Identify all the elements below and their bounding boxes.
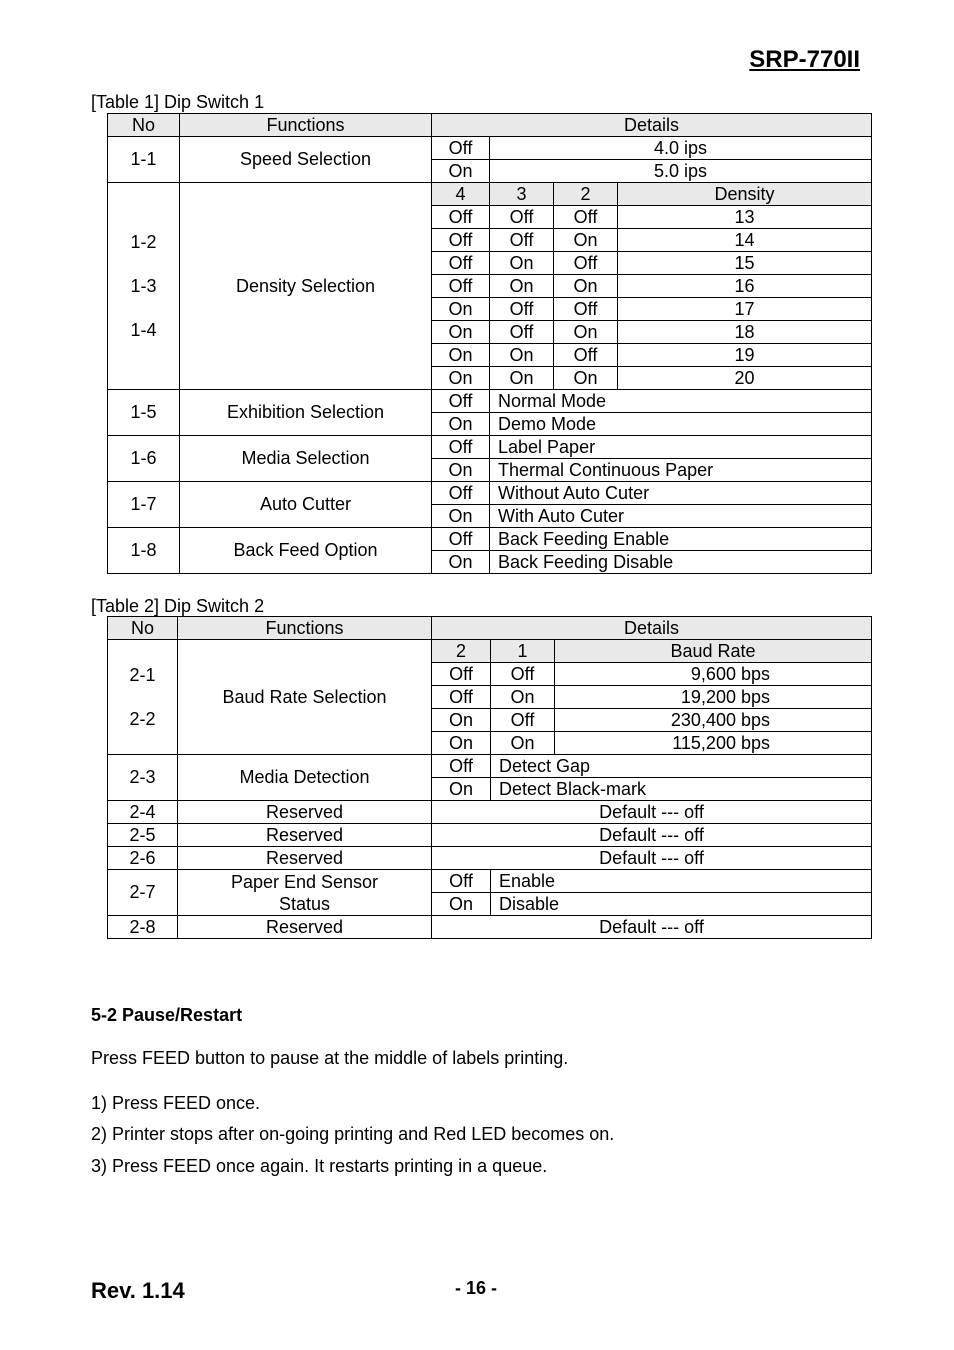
setting-value: Default --- off	[432, 824, 872, 847]
function-name: Reserved	[178, 801, 432, 824]
function-line: Status	[278, 893, 331, 914]
switch-no: 1-6	[108, 436, 180, 482]
setting-value: Disable	[491, 893, 872, 916]
switch-state: Off	[432, 755, 491, 778]
table2-caption: [Table 2] Dip Switch 2	[91, 596, 265, 616]
function-name	[178, 870, 432, 916]
setting-value: Without Auto Cuter	[490, 482, 872, 505]
function-name: Auto Cutter	[180, 482, 432, 528]
header-functions: Functions	[180, 114, 432, 137]
switch-state: On	[432, 459, 490, 482]
setting-value: Default --- off	[432, 801, 872, 824]
switch-state: Off	[491, 663, 555, 686]
switch-no: 1-5	[108, 390, 180, 436]
switch-no: 1-8	[108, 528, 180, 574]
switch-state: Off	[490, 321, 554, 344]
setting-value: Label Paper	[490, 436, 872, 459]
switch-state: Off	[432, 229, 490, 252]
switch-no: 1-2	[130, 232, 157, 252]
density-value: 18	[618, 321, 872, 344]
sub-header: 4	[432, 183, 490, 206]
switch-state: Off	[554, 298, 618, 321]
switch-state: Off	[432, 252, 490, 275]
function-name: Media Selection	[180, 436, 432, 482]
baud-value: 9,600 bps	[555, 663, 872, 686]
function-name: Reserved	[178, 824, 432, 847]
switch-no: 2-6	[108, 847, 178, 870]
switch-no: 2-1	[129, 665, 156, 685]
switch-state: Off	[490, 229, 554, 252]
header-details: Details	[432, 617, 872, 640]
baud-value: 19,200 bps	[555, 686, 872, 709]
switch-state: On	[490, 344, 554, 367]
switch-state: On	[490, 275, 554, 298]
setting-value: 4.0 ips	[490, 137, 872, 160]
switch-state: On	[432, 298, 490, 321]
dip-switch-2-table	[107, 616, 872, 939]
step-item: 2) Printer stops after on-going printing and Red LED becomes on.	[91, 1124, 615, 1144]
switch-state: On	[432, 505, 490, 528]
sub-header: 3	[490, 183, 554, 206]
sub-header: 1	[491, 640, 555, 663]
function-name: Reserved	[178, 916, 432, 939]
switch-state: On	[432, 367, 490, 390]
switch-state: On	[432, 160, 490, 183]
switch-state: On	[554, 321, 618, 344]
switch-state: On	[554, 275, 618, 298]
switch-state: Off	[490, 206, 554, 229]
switch-no: 2-5	[108, 824, 178, 847]
table1-caption: [Table 1] Dip Switch 1	[91, 92, 265, 112]
setting-value: Enable	[491, 870, 872, 893]
switch-state: On	[490, 252, 554, 275]
density-value: 15	[618, 252, 872, 275]
switch-no-group	[108, 183, 180, 390]
density-value: 13	[618, 206, 872, 229]
density-value: 14	[618, 229, 872, 252]
switch-no-group	[108, 640, 178, 755]
revision-label: Rev. 1.14	[91, 1278, 185, 1303]
function-name: Exhibition Selection	[180, 390, 432, 436]
switch-no: 2-2	[129, 709, 156, 729]
setting-value: Normal Mode	[490, 390, 872, 413]
switch-no: 1-3	[130, 276, 157, 296]
document-model: SRP-770II	[749, 46, 860, 73]
switch-no: 1-7	[108, 482, 180, 528]
sub-header: 2	[432, 640, 491, 663]
setting-value: Detect Black-mark	[491, 778, 872, 801]
switch-state: On	[490, 367, 554, 390]
density-value: 17	[618, 298, 872, 321]
setting-value: Detect Gap	[491, 755, 872, 778]
header-no: No	[108, 617, 178, 640]
switch-state: Off	[554, 206, 618, 229]
switch-state: On	[554, 367, 618, 390]
function-name: Back Feed Option	[180, 528, 432, 574]
setting-value: Thermal Continuous Paper	[490, 459, 872, 482]
switch-state: Off	[432, 436, 490, 459]
header-no: No	[108, 114, 180, 137]
switch-state: On	[491, 732, 555, 755]
setting-value: Default --- off	[432, 916, 872, 939]
switch-state: On	[432, 709, 491, 732]
setting-value: Default --- off	[432, 847, 872, 870]
switch-state: Off	[432, 686, 491, 709]
density-value: 20	[618, 367, 872, 390]
setting-value: Demo Mode	[490, 413, 872, 436]
function-name: Speed Selection	[180, 137, 432, 183]
setting-value: 5.0 ips	[490, 160, 872, 183]
switch-state: On	[432, 413, 490, 436]
section-heading: 5-2 Pause/Restart	[91, 1005, 243, 1025]
switch-state: On	[432, 732, 491, 755]
step-item: 1) Press FEED once.	[91, 1093, 261, 1113]
dip-switch-1-table	[107, 113, 872, 574]
function-name: Baud Rate Selection	[178, 640, 432, 755]
step-item: 3) Press FEED once again. It restarts printing in a queue.	[91, 1156, 548, 1176]
setting-value: With Auto Cuter	[490, 505, 872, 528]
page-number: - 16 -	[455, 1278, 498, 1298]
switch-no: 2-7	[108, 870, 178, 916]
switch-no: 2-3	[108, 755, 178, 801]
setting-value: Back Feeding Enable	[490, 528, 872, 551]
switch-no: 2-4	[108, 801, 178, 824]
switch-state: Off	[432, 137, 490, 160]
function-name: Density Selection	[180, 183, 432, 390]
switch-state: Off	[490, 298, 554, 321]
setting-value: Back Feeding Disable	[490, 551, 872, 574]
switch-state: On	[432, 344, 490, 367]
baud-value: 115,200 bps	[555, 732, 872, 755]
section-intro: Press FEED button to pause at the middle of labels printing.	[91, 1048, 569, 1068]
switch-state: On	[432, 778, 491, 801]
sub-header: Baud Rate	[555, 640, 872, 663]
switch-no: 1-1	[108, 137, 180, 183]
switch-no: 2-8	[108, 916, 178, 939]
function-line: Paper End Sensor	[230, 871, 379, 892]
switch-no: 1-4	[130, 320, 157, 340]
switch-state: Off	[432, 870, 491, 893]
switch-state: On	[554, 229, 618, 252]
density-value: 19	[618, 344, 872, 367]
switch-state: On	[491, 686, 555, 709]
switch-state: Off	[432, 206, 490, 229]
sub-header: 2	[554, 183, 618, 206]
switch-state: On	[432, 893, 491, 916]
function-name: Reserved	[178, 847, 432, 870]
switch-state: Off	[554, 344, 618, 367]
switch-state: Off	[432, 663, 491, 686]
density-value: 16	[618, 275, 872, 298]
switch-state: Off	[432, 482, 490, 505]
switch-state: Off	[432, 390, 490, 413]
switch-state: On	[432, 321, 490, 344]
switch-state: Off	[491, 709, 555, 732]
switch-state: Off	[432, 528, 490, 551]
function-name: Media Detection	[178, 755, 432, 801]
sub-header: Density	[618, 183, 872, 206]
header-details: Details	[432, 114, 872, 137]
baud-value: 230,400 bps	[555, 709, 872, 732]
header-functions: Functions	[178, 617, 432, 640]
switch-state: Off	[554, 252, 618, 275]
switch-state: On	[432, 551, 490, 574]
switch-state: Off	[432, 275, 490, 298]
